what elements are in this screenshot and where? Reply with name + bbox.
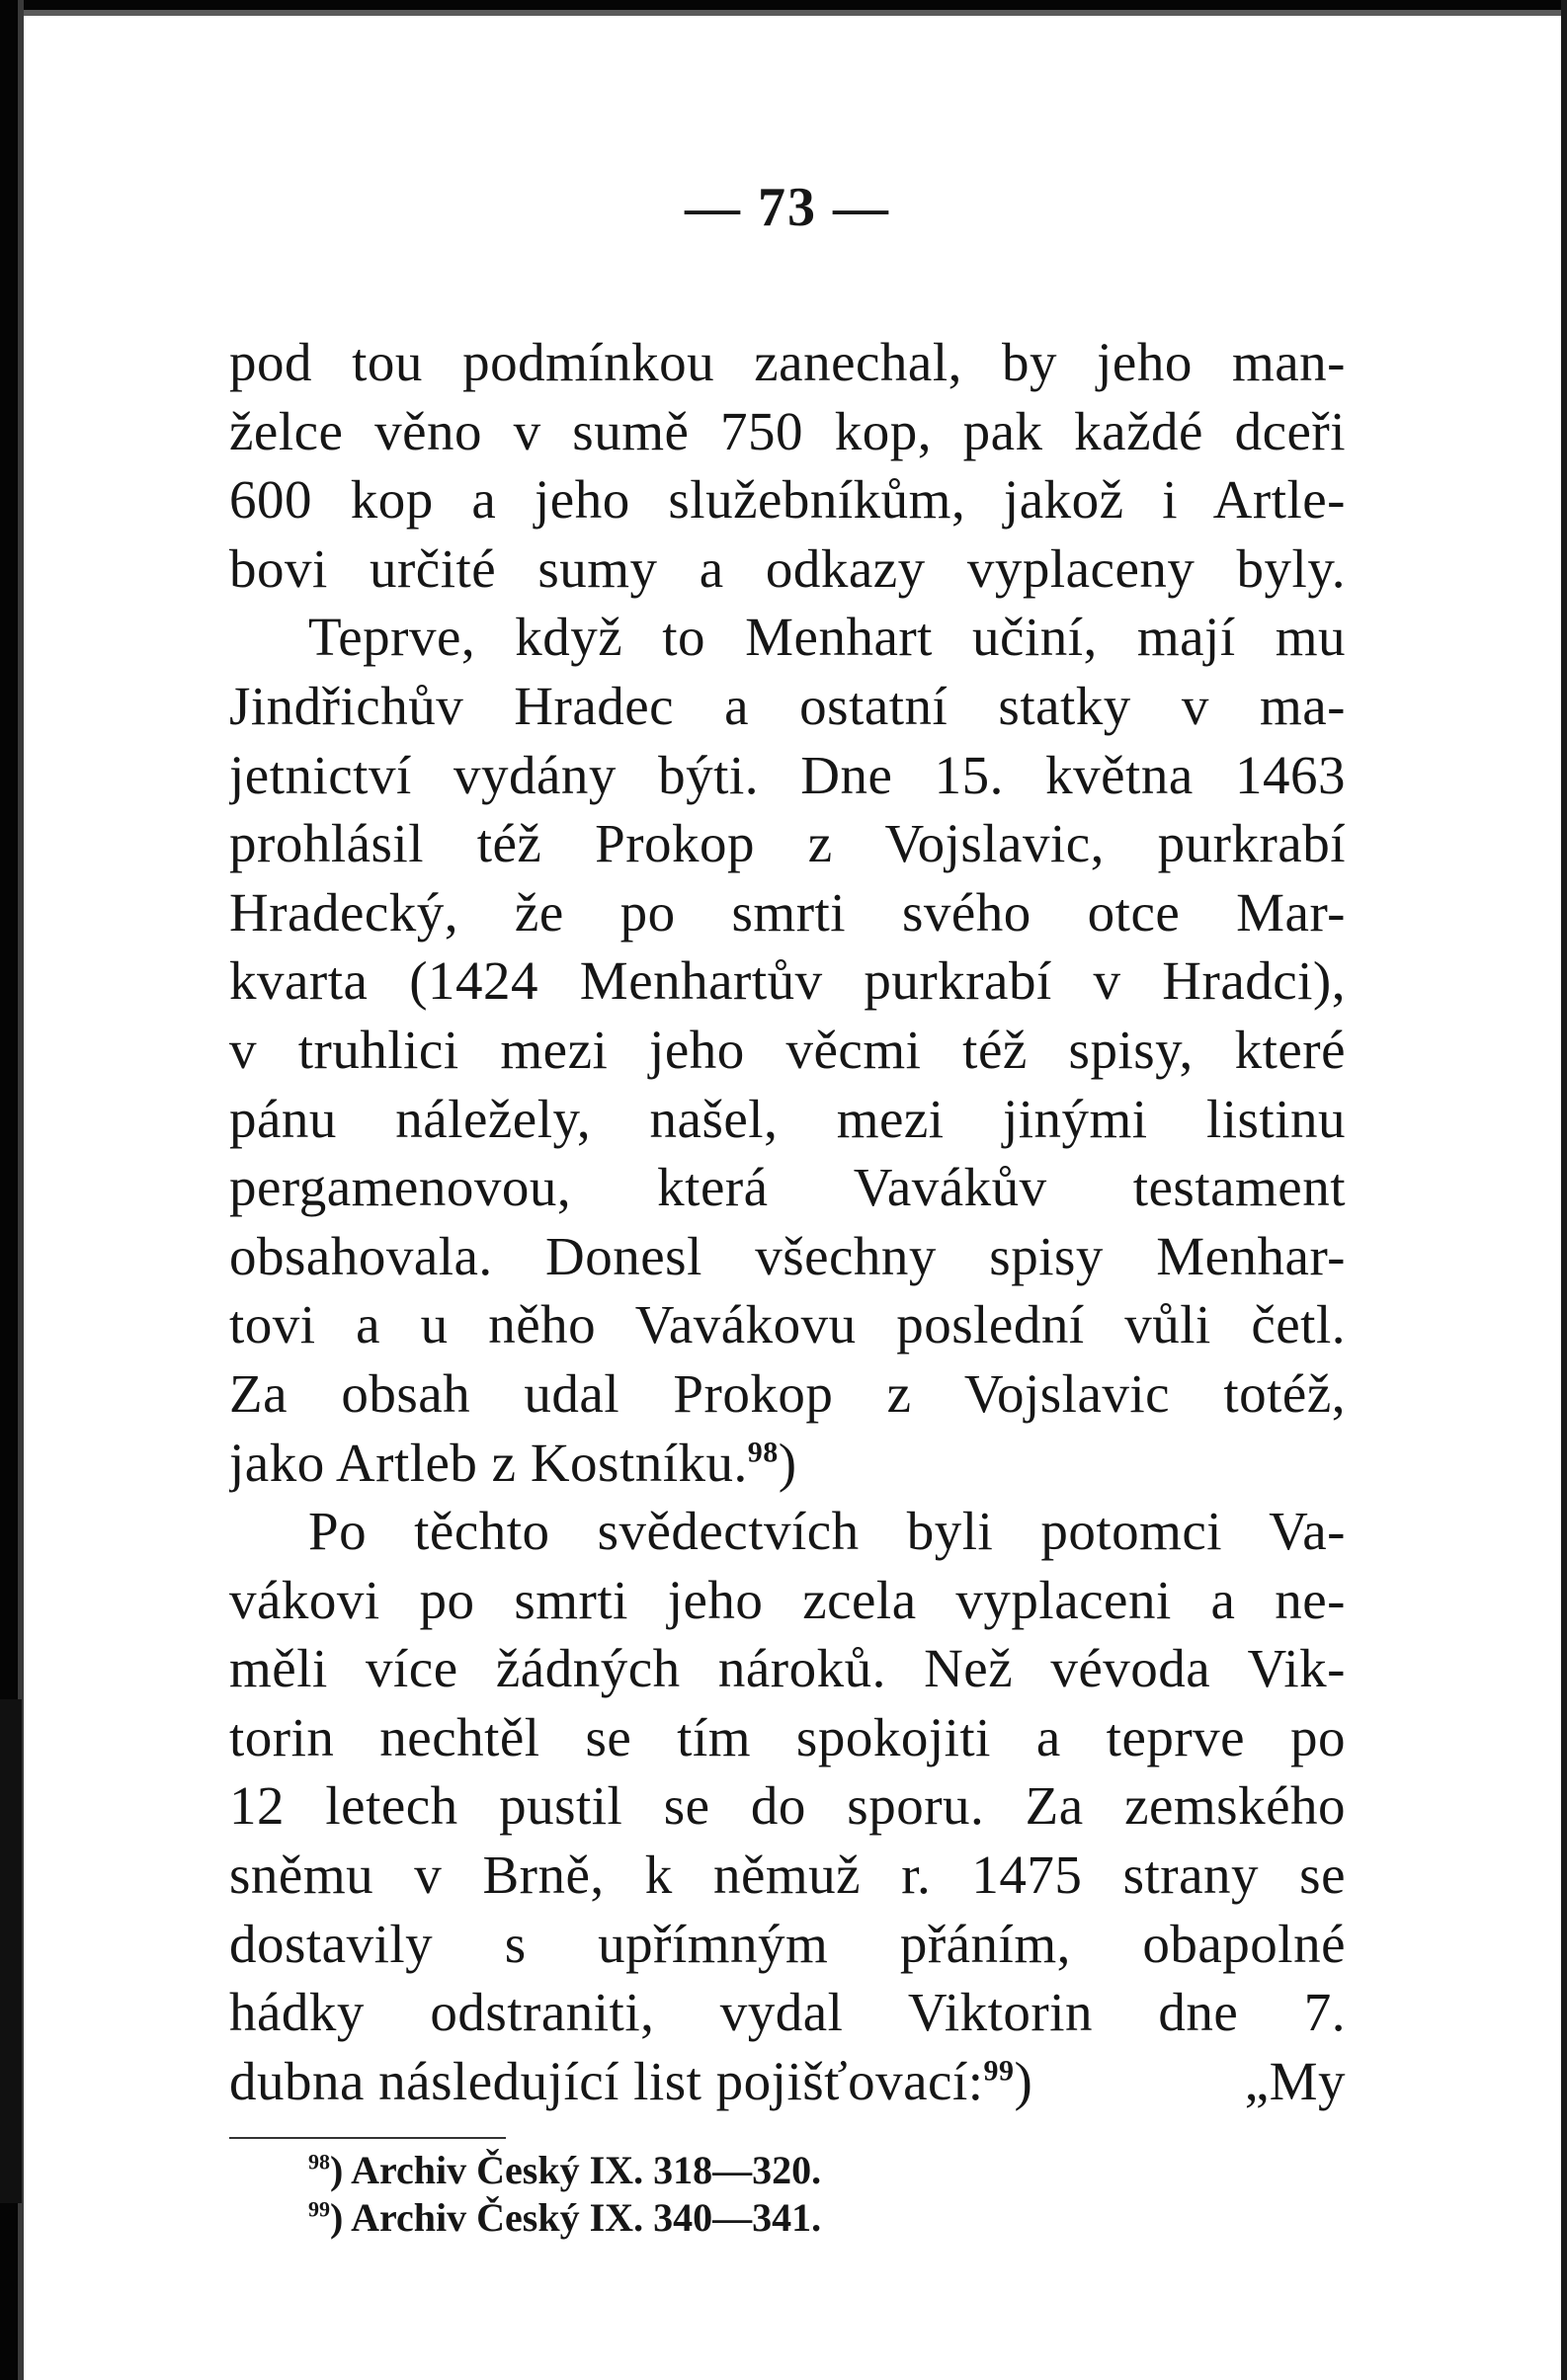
text-line: sněmu v Brně, k němuž r. 1475 strany se <box>229 1845 1346 1906</box>
page-number: — 73 — <box>685 177 890 238</box>
text-line: bovi určité sumy a odkazy vyplaceny byly. <box>229 537 1346 599</box>
scan-margin-mark <box>0 1699 22 2203</box>
scan-edge-top-shadow <box>0 10 1567 16</box>
text-line: pergamenovou, která Vavákův testament <box>229 1157 1346 1218</box>
quote-start: „My <box>1244 2050 1346 2111</box>
text-line: dostavily s upřímným přáním, obapolné <box>229 1913 1346 1974</box>
text-line: hádky odstraniti, vydal Viktorin dne 7. <box>229 1982 1346 2043</box>
footnote-text: Archiv Český IX. 340—341. <box>351 2195 822 2241</box>
footnote-reference: 98 <box>747 1436 779 1469</box>
text-line <box>229 2047 1346 2116</box>
text-line <box>229 1429 1346 1498</box>
text-line: jetnictví vydány býti. Dne 15. května 1463 <box>229 744 1346 805</box>
text-line: torin nechtěl se tím spokojiti a teprve po <box>229 1706 1346 1767</box>
body-text <box>229 328 1346 2115</box>
text-line: obsahovala. Donesl všechny spisy Menhar- <box>229 1225 1346 1286</box>
text-line: v truhlici mezi jeho věcmi též spisy, které <box>229 1019 1346 1080</box>
text-line: kvarta (1424 Menhartův purkrabí v Hradci), <box>229 950 1346 1012</box>
closing-paren: ) <box>778 1432 797 1493</box>
text-line: pod tou podmínkou zanechal, by jeho man- <box>229 332 1346 392</box>
text-line: želce věno v sumě 750 kop, pak každé dceři <box>229 400 1346 461</box>
footnote <box>308 2194 1346 2242</box>
footnote-text: Archiv Český IX. 318—320. <box>351 2148 822 2193</box>
text-fragment-main: dubna následující list pojišťovací: <box>229 2050 984 2111</box>
text-line: měli více žádných nároků. Než vévoda Vik- <box>229 1638 1346 1699</box>
footnote-divider <box>229 2137 506 2139</box>
closing-paren: ) <box>1014 2050 1033 2111</box>
text-line: tovi a u něho Vavákovu poslední vůli četl. <box>229 1294 1346 1355</box>
footnote-mark: 99 <box>308 2197 330 2223</box>
text-line: pánu náležely, našel, mezi jinými listinu <box>229 1088 1346 1149</box>
text-line: 12 letech pustil se do sporu. Za zemského <box>229 1775 1346 1837</box>
closing-paren: ) <box>330 2195 352 2241</box>
text-line: prohlásil též Prokop z Vojslavic, purkrabí <box>229 813 1346 874</box>
text-fragment: jako Artleb z Kostníku. <box>229 1432 748 1493</box>
closing-paren: ) <box>330 2148 352 2193</box>
footnote-reference: 99 <box>983 2054 1015 2088</box>
scan-edge-top <box>0 0 1567 10</box>
text-line: Po těchto svědectvích byli potomci Va- <box>308 1501 1346 1562</box>
text-line: 600 kop a jeho služebníkům, jakož i Artle- <box>229 469 1346 531</box>
book-page <box>229 168 1346 2242</box>
footnote <box>308 2147 1346 2194</box>
footnotes <box>229 2147 1346 2242</box>
text-line: vákovi po smrti jeho zcela vyplaceni a ne- <box>229 1569 1346 1630</box>
text-line: Hradecký, že po smrti svého otce Mar- <box>229 881 1346 943</box>
text-line: Za obsah udal Prokop z Vojslavic totéž, <box>229 1362 1346 1424</box>
text-fragment <box>229 2047 1032 2116</box>
text-line: Teprve, když to Menhart učiní, mají mu <box>308 607 1346 668</box>
footnote-mark: 98 <box>308 2150 330 2175</box>
text-line: Jindřichův Hradec a ostatní statky v ma- <box>229 675 1346 736</box>
scan-edge-right <box>1561 0 1567 2380</box>
